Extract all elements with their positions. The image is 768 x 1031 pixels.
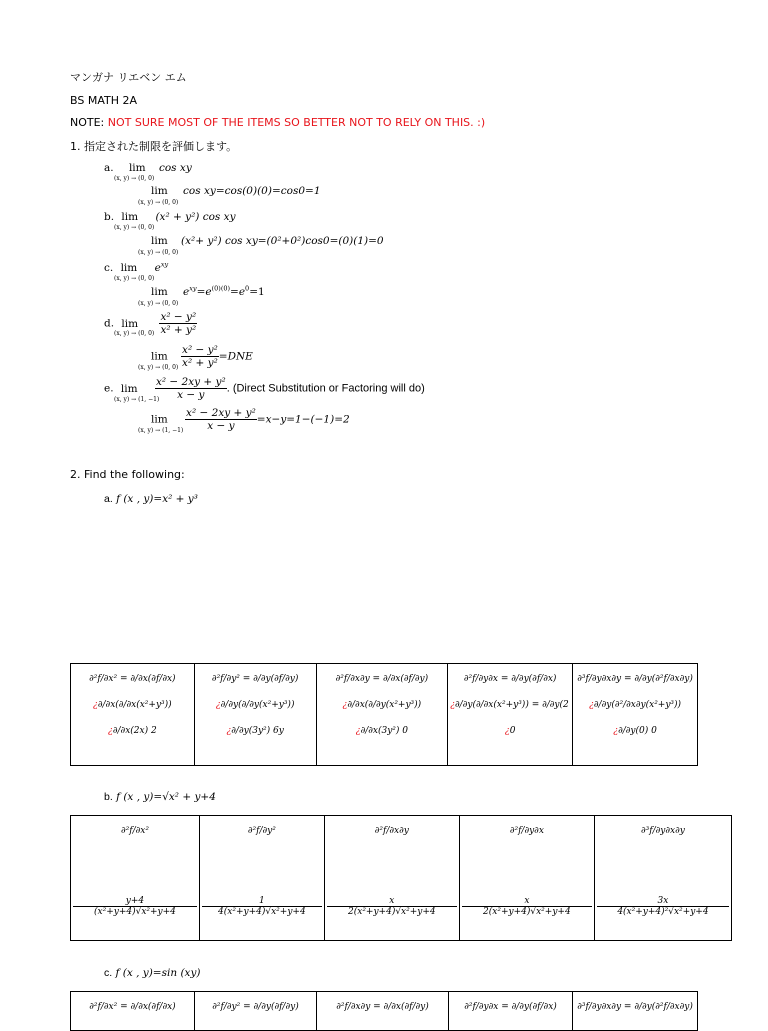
q1d-problem: d. lim $\frac{\text{x² − y²}}{\text{x² + y²}}$ [104,311,197,336]
table-c-cell-2: ∂²f/∂y² = ∂/∂y(∂f/∂y) [194,992,316,1031]
table-c-cell-4: ∂²f/∂y∂x = ∂/∂y(∂f/∂x) [448,992,572,1031]
table-a-cell-4: ∂²f/∂y∂x = ∂/∂y(∂f/∂x) ¿∂/∂y(∂/∂x(x²+y³)) = ∂/∂y(2 ¿0 [448,664,573,766]
table-a-cell-2: ∂²f/∂y² = ∂/∂y(∂f/∂y) ¿∂/∂y(∂/∂y(x²+y³)) ¿∂/∂y(3y²) 6y [194,664,316,766]
table-a-cell-5: ∂³f/∂y∂x∂y = ∂/∂y(∂²f/∂x∂y) ¿∂/∂y(∂²/∂x∂y(x²+y³)) ¿∂/∂y(0) 0 [573,664,698,766]
q1a-solution: lim cos xy=cos(0)(0)=cos0=1 [151,185,321,197]
table-a-cell-1: ∂²f/∂x² = ∂/∂x(∂f/∂x) ¿∂/∂x(∂/∂x(x²+y³)) ¿∂/∂x(2x) 2 [71,664,195,766]
q2c-function: c. f (x , y)=sin (xy) [104,967,201,979]
table-c-cell-1: ∂²f/∂x² = ∂/∂x(∂f/∂x) [71,992,195,1031]
q2-title: 2. Find the following: [70,468,185,481]
q2a-function: a. f (x , y)=x² + y³ [104,493,198,505]
q1a-lim-sub: (x, y) → (0, 0) [114,175,155,182]
q1e-solution: lim $\frac{\text{x² − 2xy + y²}}{x - y}$ =x−y=1−(−1)=2 [151,407,350,432]
q1b-problem: b. lim (x² + y²) cos xy [104,211,236,223]
note-text: NOT SURE MOST OF THE ITEMS SO BETTER NOT TO RELY ON THIS. :) [107,116,486,129]
table-c-cell-3: ∂²f/∂x∂y = ∂/∂x(∂f/∂y) [317,992,449,1031]
table-b-cell-5: ∂³f/∂y∂x∂y 3x 4(x²+y+4)²√x²+y+4 [594,816,731,941]
q1b-solution: lim (x²+ y²) cos xy=(0²+0²)cos0=(0)(1)=0 [151,235,384,247]
q2b-function: b. f (x , y)=√x² + y+4 [104,791,216,803]
q1a-problem: a. lim cos xy [104,162,192,174]
table-b [70,815,732,941]
q1c-solution: $\lim e^{xy}=e^{(0)(0)}=e^0=1$ [151,284,265,298]
q1e-problem: e. lim $\frac{\text{x² − 2xy + y²}}{x - y}$ . (Direct Substitution or Factoring will do) [104,376,425,401]
course-label: BS MATH 2A [70,94,138,107]
table-a-cell-3: ∂²f/∂x∂y = ∂/∂x(∂f/∂y) ¿∂/∂x(∂/∂y(x²+y³)) ¿∂/∂x(3y²) 0 [316,664,448,766]
q1-title: 1. 指定された制限を評価します。 [70,140,238,153]
table-b-cell-1: ∂²f/∂x² y+4 (x²+y+4)√x²+y+4 [71,816,200,941]
table-a [70,663,698,766]
table-b-cell-2: ∂²f/∂y² 1 4(x²+y+4)√x²+y+4 [199,816,324,941]
table-c [70,991,698,1031]
note-line [70,116,485,129]
table-b-cell-3: ∂²f/∂x∂y x 2(x²+y+4)√x²+y+4 [324,816,459,941]
q1d-solution: lim $\frac{\text{x² − y²}}{\text{x² + y²}}$ =DNE [151,344,253,369]
document-page: マンガナ リエベン エム BS MATH 2A NOTE: NOT SURE MOST OF THE ITEMS SO BETTER NOT TO RELY ON THIS. :) 1. 指定された制限を評価します。 a. lim cos xy (x, y) → (0, 0) lim cos xy=cos(0)(0)=cos0=1 (x, y) → (0, 0) b. lim (x² + y²) cos xy (x, y) → (0, 0) lim (x²+ y²) cos xy=(0²+0²)cos0=(0)(1)=0 (x, y) → (0, 0) c. $\lim e^{xy}$ (x, y) → (0, 0) $\lim e^{xy}=e^{(0)(0)}=e^0=1$ (x, y) → (0, 0) d. lim $\frac{\text{x² − y²}}{\text{x² + y²}}$ (x, y) → (0, 0) lim $\frac{\text{x² − y²}}{\text{x² + y²}}$ =DNE (x, y) → (0, 0) e. lim $\frac{\text{x² − 2xy + y²}}{x - y}$ . (Direct Substitution or Factoring will do) (x, y) → (1, −1) lim $\frac{\text{x² − 2xy + y²}}{x - y}$ =x−y=1−(−1)=2 (x, y) → (1, −1) 2. Find the following: a. f (x , y)=x² + y³ ∂²f/∂x² = ∂/∂x(∂f/∂x) ¿∂/∂x(∂/∂x(x²+y³)) ¿∂/∂x(2x) 2 ∂²f/∂y² = ∂/∂y(∂f/∂y) ¿∂/∂y(∂/∂y(x²+y³)) ¿∂/∂y(3y²) 6y ∂²f/∂x∂y = ∂/∂x(∂f/∂y) ¿∂/∂x(∂/∂y(x²+y³)) ¿∂/∂x(3y²) 0 ∂²f/∂y∂x = ∂/∂y(∂f/∂x) ¿∂/∂y(∂/∂x(x²+y³)) = ∂/∂y(2 ¿0 ∂³f/∂y∂x∂y = ∂/∂y(∂²f/∂x∂y) ¿∂/∂y(∂²/∂x∂y(x²+y³)) ¿∂/∂y(0) 0 b. f (x , y)=√x² + y+4 ∂²f/∂x² y+4 (x²+y+4)√x²+y+4 ∂²f/∂y² 1 4(x²+y+4)√x²+y+4 ∂²f/∂x∂y x 2(x²+y+4)√x²+y+4 ∂²f/∂y∂x x 2(x²+y+4)√x²+y+4 ∂³f/∂y∂x∂y 3x 4(x²+y+4)²√x²+y+4 c. f (x , y)=sin (xy) ∂²f/∂x² = ∂/∂x(∂f/∂x) ∂²f/∂y² = ∂/∂y(∂f/∂y) ∂²f/∂x∂y = ∂/∂x(∂f/∂y) ∂²f/∂y∂x = ∂/∂y(∂f/∂x) ∂³f/∂y∂x∂y = ∂/∂y(∂²f/∂x∂y) [0,0,768,1024]
table-b-cell-4: ∂²f/∂y∂x x 2(x²+y+4)√x²+y+4 [459,816,594,941]
author-name: マンガナ リエベン エム [70,71,187,84]
note-label: NOTE: [70,116,105,129]
table-c-cell-5: ∂³f/∂y∂x∂y = ∂/∂y(∂²f/∂x∂y) [573,992,698,1031]
q1c-problem: c. $\lim e^{xy}$ [104,260,169,274]
